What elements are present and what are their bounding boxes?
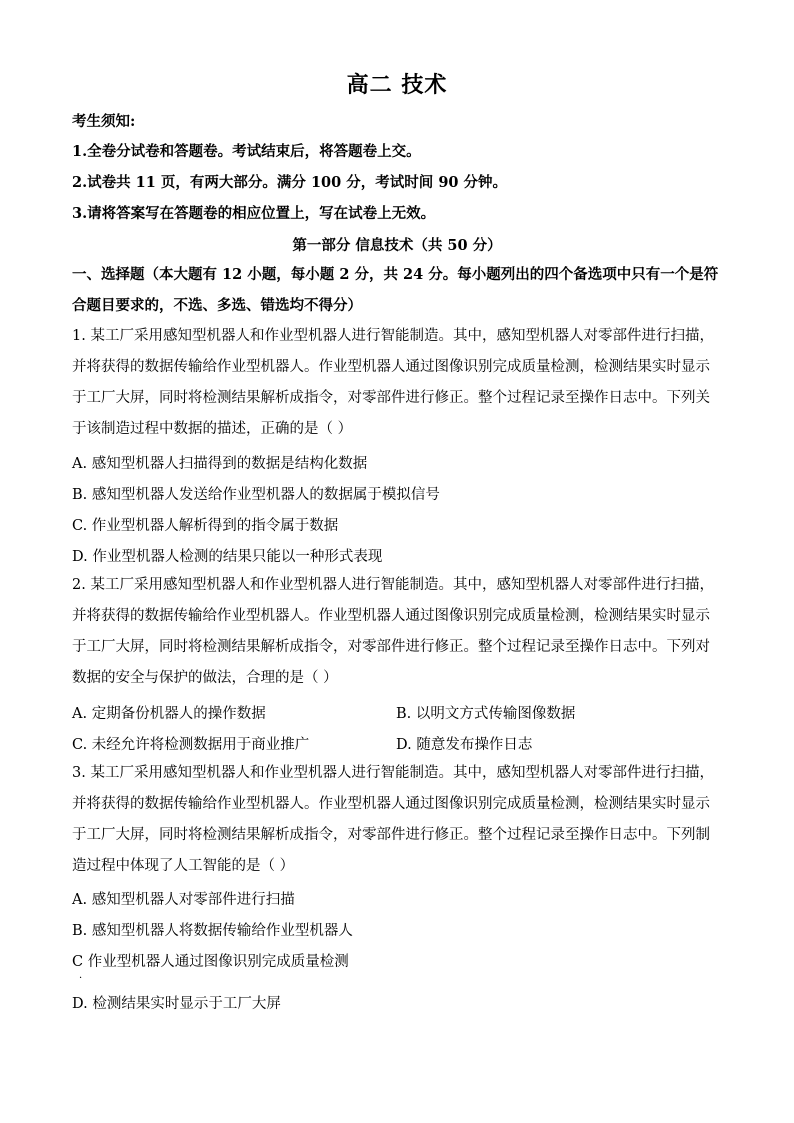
question-1-option-b: B. 感知型机器人发送给作业型机器人的数据属于模拟信号	[72, 487, 440, 503]
notice-item-2: 2.试卷共 11 页，有两大部分。满分 100 分，考试时间 90 分钟。	[72, 174, 508, 191]
question-2-option-a: A. 定期备份机器人的操作数据	[72, 706, 266, 722]
section-header: 一、选择题（本大题有 12 小题，每小题 2 分，共 24 分。每小题列出的四个备选项中只有一个是符合题目要求的，不选、多选、错选均不得分）	[72, 266, 719, 314]
question-3-stem: 3. 某工厂采用感知型机器人和作业型机器人进行智能制造。其中，感知型机器人对零部件进行扫描，并将获得的数据传输给作业型机器人。作业型机器人通过图像识别完成质量检测，检测结果实时显示于工厂大屏，同时将检测结果解析成指令，对零部件进行修正。整个过程记录至操作日志中。下列制造过程中体现了人工智能的是（ ）	[72, 765, 714, 874]
stray-dot-mark: ·	[79, 973, 83, 984]
notice-item-1: 1.全卷分试卷和答题卷。考试结束后，将答题卷上交。	[72, 143, 421, 160]
question-2-option-c: C. 未经允许将检测数据用于商业推广	[72, 737, 310, 753]
question-3-option-c: C 作业型机器人通过图像识别完成质量检测	[72, 954, 349, 970]
question-2-stem: 2. 某工厂采用感知型机器人和作业型机器人进行智能制造。其中，感知型机器人对零部件进行扫描，并将获得的数据传输给作业型机器人。作业型机器人通过图像识别完成质量检测，检测结果实时显示于工厂大屏，同时将检测结果解析成指令，对零部件进行修正。整个过程记录至操作日志中。下列对数据的安全与保护的做法，合理的是（ ）	[72, 577, 714, 686]
question-2-option-d: D. 随意发布操作日志	[396, 737, 533, 753]
notice-heading: 考生须知:	[72, 113, 136, 130]
question-1-option-d: D. 作业型机器人检测的结果只能以一种形式表现	[72, 549, 383, 565]
notice-item-3: 3.请将答案写在答题卷的相应位置上，写在试卷上无效。	[72, 205, 436, 222]
question-3-option-d: D. 检测结果实时显示于工厂大屏	[72, 996, 281, 1012]
question-1-option-c: C. 作业型机器人解析得到的指令属于数据	[72, 518, 339, 534]
part-title: 第一部分 信息技术（共 50 分）	[292, 237, 502, 254]
question-1-option-a: A. 感知型机器人扫描得到的数据是结构化数据	[72, 456, 368, 472]
question-3-option-a: A. 感知型机器人对零部件进行扫描	[72, 892, 295, 908]
question-1-stem: 1. 某工厂采用感知型机器人和作业型机器人进行智能制造。其中，感知型机器人对零部件进行扫描，并将获得的数据传输给作业型机器人。作业型机器人通过图像识别完成质量检测，检测结果实时显示于工厂大屏，同时将检测结果解析成指令，对零部件进行修正。整个过程记录至操作日志中。下列关于该制造过程中数据的描述，正确的是（ ）	[72, 328, 714, 437]
question-2-option-b: B. 以明文方式传输图像数据	[396, 706, 576, 722]
question-3-option-b: B. 感知型机器人将数据传输给作业型机器人	[72, 923, 353, 939]
page-title: 高二 技术	[346, 72, 448, 98]
